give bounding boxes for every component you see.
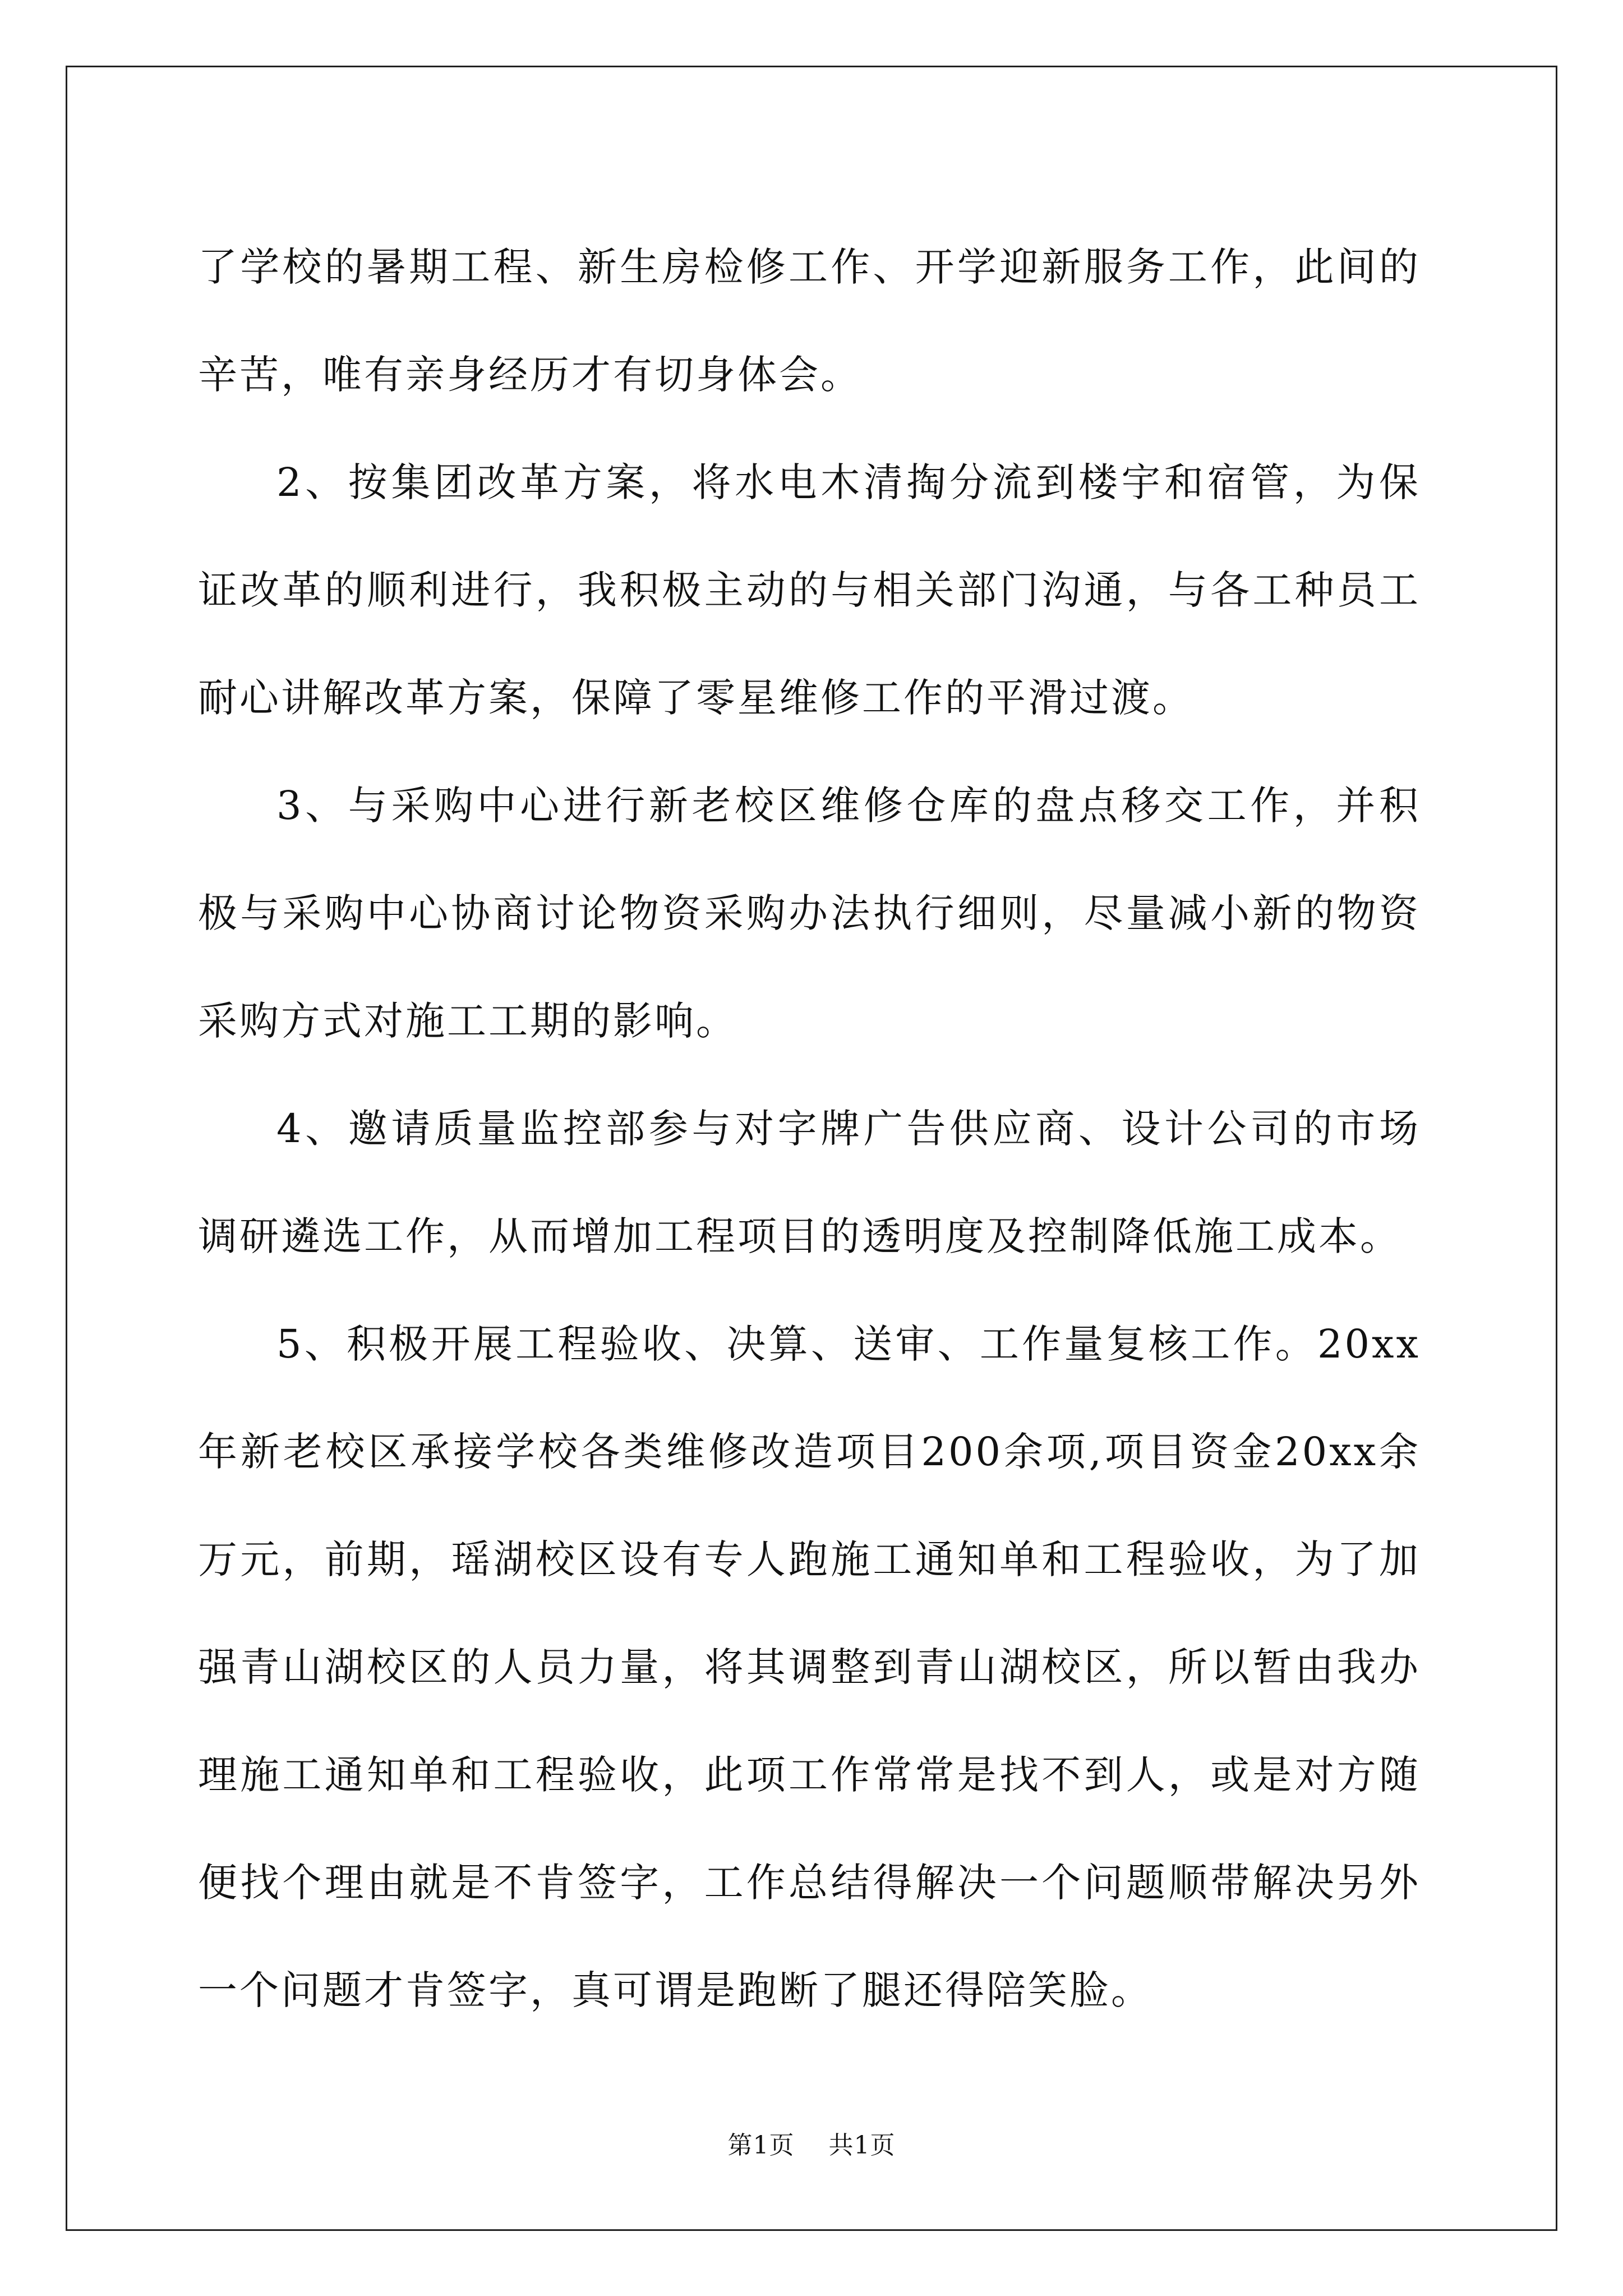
document-body	[198, 213, 1421, 2044]
paragraph-item-4: 4、邀请质量监控部参与对字牌广告供应商、设计公司的市场调研遴选工作，从而增加工程项目的透明度及控制降低施工成本。	[198, 1106, 1421, 1259]
paragraph-item-3: 3、与采购中心进行新老校区维修仓库的盘点移交工作，并积极与采购中心协商讨论物资采购办法执行细则，尽量减小新的物资采购方式对施工工期的影响。	[198, 783, 1421, 1044]
page-number-current: 第1页	[727, 2131, 795, 2160]
page-footer	[0, 2129, 1623, 2162]
paragraph-item-5: 5、积极开展工程验收、决算、送审、工作量复核工作。20xx年新老校区承接学校各类维修改造项目200余项,项目资金20xx余万元，前期，瑶湖校区设有专人跑施工通知单和工程验收，为了加强青山湖校区的人员力量，将其调整到青山湖校区，所以暂由我办理施工通知单和工程验收，此项工作常常是找不到人，或是对方随便找个理由就是不肯签字，工作总结得解决一个问题顺带解决另外一个问题才肯签字，真可谓是跑断了腿还得陪笑脸。	[198, 1321, 1421, 2013]
paragraph-item-2: 2、按集团改革方案，将水电木清掏分流到楼宇和宿管，为保证改革的顺利进行，我积极主动的与相关部门沟通，与各工种员工耐心讲解改革方案，保障了零星维修工作的平滑过渡。	[198, 459, 1421, 721]
page-number-total: 共1页	[828, 2131, 896, 2160]
paragraph-continuation: 了学校的暑期工程、新生房检修工作、开学迎新服务工作，此间的辛苦，唯有亲身经历才有切身体会。	[198, 244, 1421, 398]
